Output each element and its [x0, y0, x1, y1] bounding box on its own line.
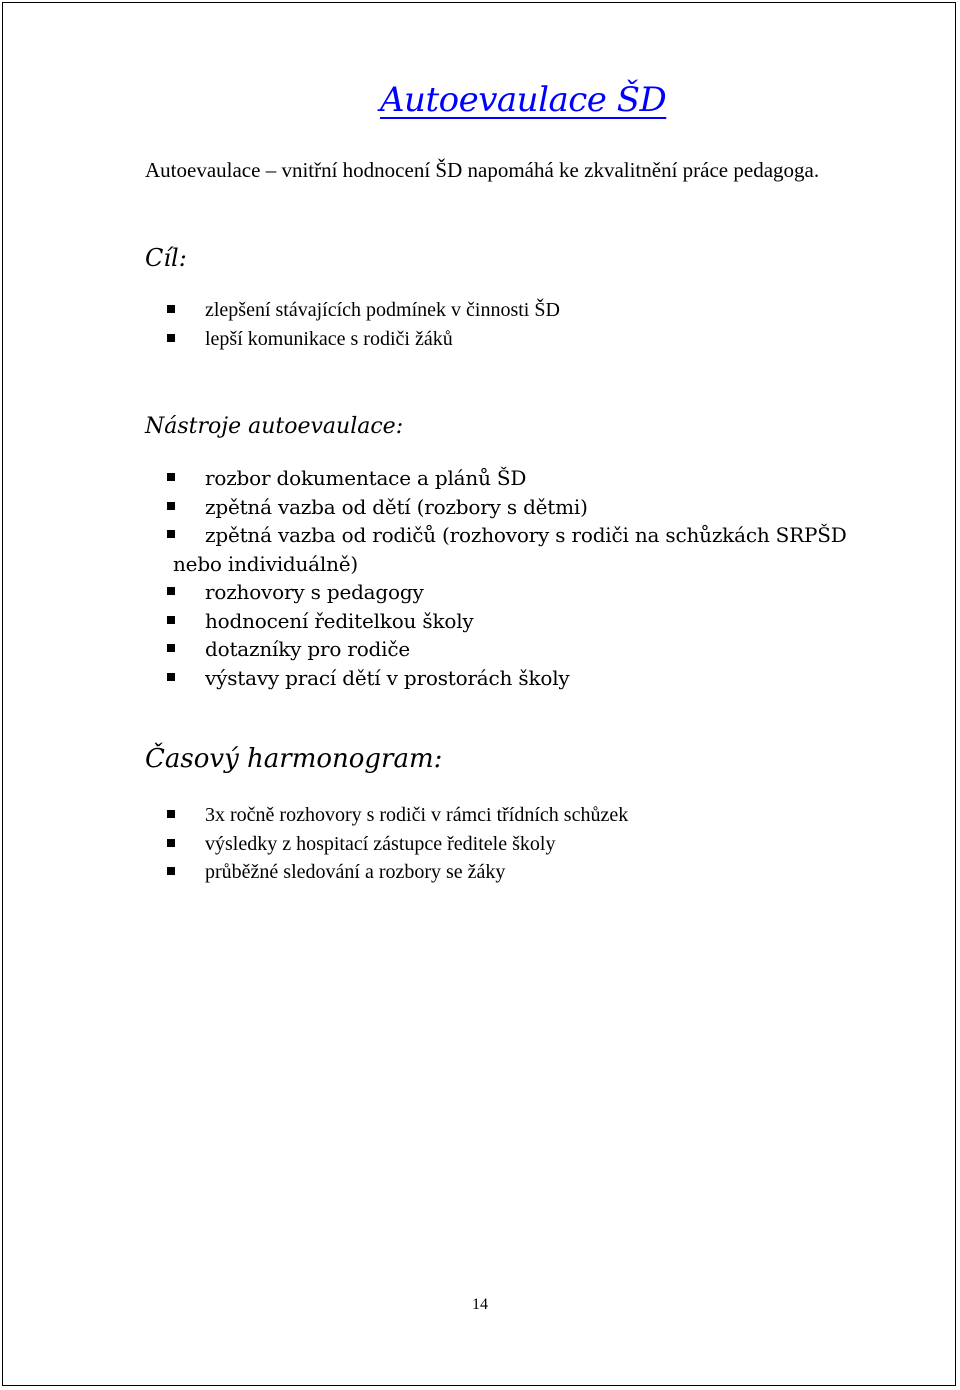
list-casovy-harmonogram: [165, 801, 628, 887]
square-bullet-icon: [167, 810, 175, 818]
list-item: výstavy prací dětí v prostorách školy: [165, 664, 847, 693]
heading-casovy-harmonogram: Časový harmonogram:: [145, 744, 443, 774]
list-item: výsledky z hospitací zástupce ředitele školy: [165, 830, 628, 859]
square-bullet-icon: [167, 530, 175, 538]
square-bullet-icon: [167, 839, 175, 847]
intro-paragraph: Autoevaulace – vnitřní hodnocení ŠD napomáhá ke zkvalitnění práce pedagoga.: [145, 158, 820, 182]
page-number: 14: [472, 1296, 488, 1313]
square-bullet-icon: [167, 473, 175, 481]
square-bullet-icon: [167, 644, 175, 652]
list-nastroje: [165, 464, 847, 692]
heading-nastroje: Nástroje autoevaulace:: [145, 414, 404, 439]
list-item: rozbor dokumentace a plánů ŠD: [165, 464, 847, 493]
heading-cil: Cíl:: [145, 244, 187, 272]
square-bullet-icon: [167, 334, 175, 342]
square-bullet-icon: [167, 673, 175, 681]
list-item: 3x ročně rozhovory s rodiči v rámci třídních schůzek: [165, 801, 628, 830]
square-bullet-icon: [167, 616, 175, 624]
list-item: průběžné sledování a rozbory se žáky: [165, 858, 628, 887]
square-bullet-icon: [167, 587, 175, 595]
list-item: dotazníky pro rodiče: [165, 635, 847, 664]
list-item: hodnocení ředitelkou školy: [165, 607, 847, 636]
list-item: zlepšení stávajících podmínek v činnosti ŠD: [165, 296, 560, 325]
list-item-continuation: nebo individuálně): [173, 551, 359, 576]
list-cil: [165, 296, 560, 353]
square-bullet-icon: [167, 867, 175, 875]
list-item: zpětná vazba od rodičů (rozhovory s rodiči na schůzkách SRPŠD nebo individuálně): [165, 521, 847, 578]
page-border: [2, 2, 956, 1386]
list-item: zpětná vazba od dětí (rozbory s dětmi): [165, 493, 847, 522]
list-item: lepší komunikace s rodiči žáků: [165, 325, 560, 354]
list-item: rozhovory s pedagogy: [165, 578, 847, 607]
page-title: Autoevaulace ŠD: [380, 80, 667, 120]
square-bullet-icon: [167, 502, 175, 510]
square-bullet-icon: [167, 305, 175, 313]
